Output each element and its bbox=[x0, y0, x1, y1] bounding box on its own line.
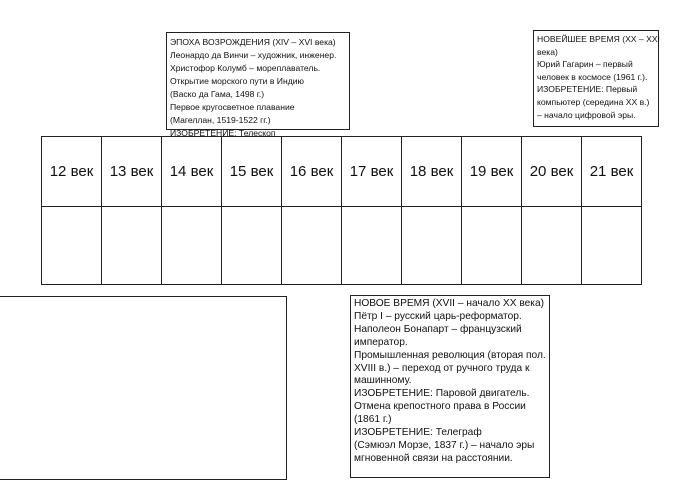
era-line: Леонардо да Винчи – художник, инженер. bbox=[170, 50, 337, 60]
era-line: Пётр I – русский царь-реформатор. bbox=[354, 310, 522, 322]
era-invention: ИЗОБРЕТЕНИЕ: Телеграф bbox=[354, 427, 482, 439]
era-line: человек в космосе (1961 г.). bbox=[537, 71, 648, 82]
era-line: Первое кругосветное плавание bbox=[170, 102, 295, 112]
blank-cell bbox=[162, 207, 222, 285]
century-cell-19: 19 век bbox=[462, 137, 522, 207]
century-cell-17: 17 век bbox=[342, 137, 402, 207]
newest-era-box bbox=[533, 30, 659, 127]
blank-answer-row bbox=[42, 207, 642, 285]
century-cell-16: 16 век bbox=[282, 137, 342, 207]
era-invention: ИЗОБРЕТЕНИЕ: Телескоп bbox=[170, 128, 276, 138]
blank-cell bbox=[342, 207, 402, 285]
era-invention: ИЗОБРЕТЕНИЕ: Первый bbox=[537, 84, 638, 95]
new-time-era-box bbox=[350, 295, 550, 478]
century-cell-18: 18 век bbox=[402, 137, 462, 207]
century-cell-15: 15 век bbox=[222, 137, 282, 207]
era-invention: ИЗОБРЕТЕНИЕ: Паровой двигатель. bbox=[354, 388, 530, 400]
blank-cell bbox=[222, 207, 282, 285]
era-line: Наполеон Бонапарт – французский император. bbox=[354, 323, 522, 348]
era-title: ЭПОХА ВОЗРОЖДЕНИЯ (XIV – XVI века) bbox=[170, 37, 336, 47]
era-line: Юрий Гагарин – первый bbox=[537, 59, 633, 70]
era-line: (Васко да Гама, 1498 г.) bbox=[170, 89, 265, 99]
century-timeline bbox=[41, 136, 642, 285]
blank-cell bbox=[102, 207, 162, 285]
blank-cell bbox=[282, 207, 342, 285]
era-line: Открытие морского пути в Индию bbox=[170, 76, 304, 86]
era-line: компьютер (середина XX в.) bbox=[537, 96, 650, 107]
blank-cell bbox=[462, 207, 522, 285]
era-line: (Сэмюэл Морзе, 1837 г.) – начало эры мгновенной связи на расстоянии. bbox=[354, 439, 535, 464]
century-cell-21: 21 век bbox=[582, 137, 642, 207]
century-cell-12: 12 век bbox=[42, 137, 102, 207]
empty-era-box bbox=[0, 296, 287, 480]
century-cell-13: 13 век bbox=[102, 137, 162, 207]
era-title-cont: века) bbox=[537, 46, 558, 57]
century-label-row bbox=[42, 137, 642, 207]
era-line: (Магеллан, 1519-1522 гг.) bbox=[170, 115, 271, 125]
era-line: Отмена крепостного права в России (1861 г.) bbox=[354, 401, 526, 426]
renaissance-era-box bbox=[166, 32, 350, 138]
blank-cell bbox=[522, 207, 582, 285]
blank-cell bbox=[42, 207, 102, 285]
era-title: НОВОЕ ВРЕМЯ (XVII – начало XX века) bbox=[354, 298, 545, 309]
blank-cell bbox=[582, 207, 642, 285]
era-line: Христофор Колумб – мореплаватель. bbox=[170, 63, 321, 73]
century-cell-20: 20 век bbox=[522, 137, 582, 207]
era-line: – начало цифровой эры. bbox=[537, 109, 636, 120]
era-line: Промышленная революция (вторая пол. XVIII в.) – переход от ручного труда к машинному. bbox=[354, 349, 546, 387]
era-title: НОВЕЙШЕЕ ВРЕМЯ (XX – XXI bbox=[537, 34, 660, 44]
blank-cell bbox=[402, 207, 462, 285]
century-cell-14: 14 век bbox=[162, 137, 222, 207]
